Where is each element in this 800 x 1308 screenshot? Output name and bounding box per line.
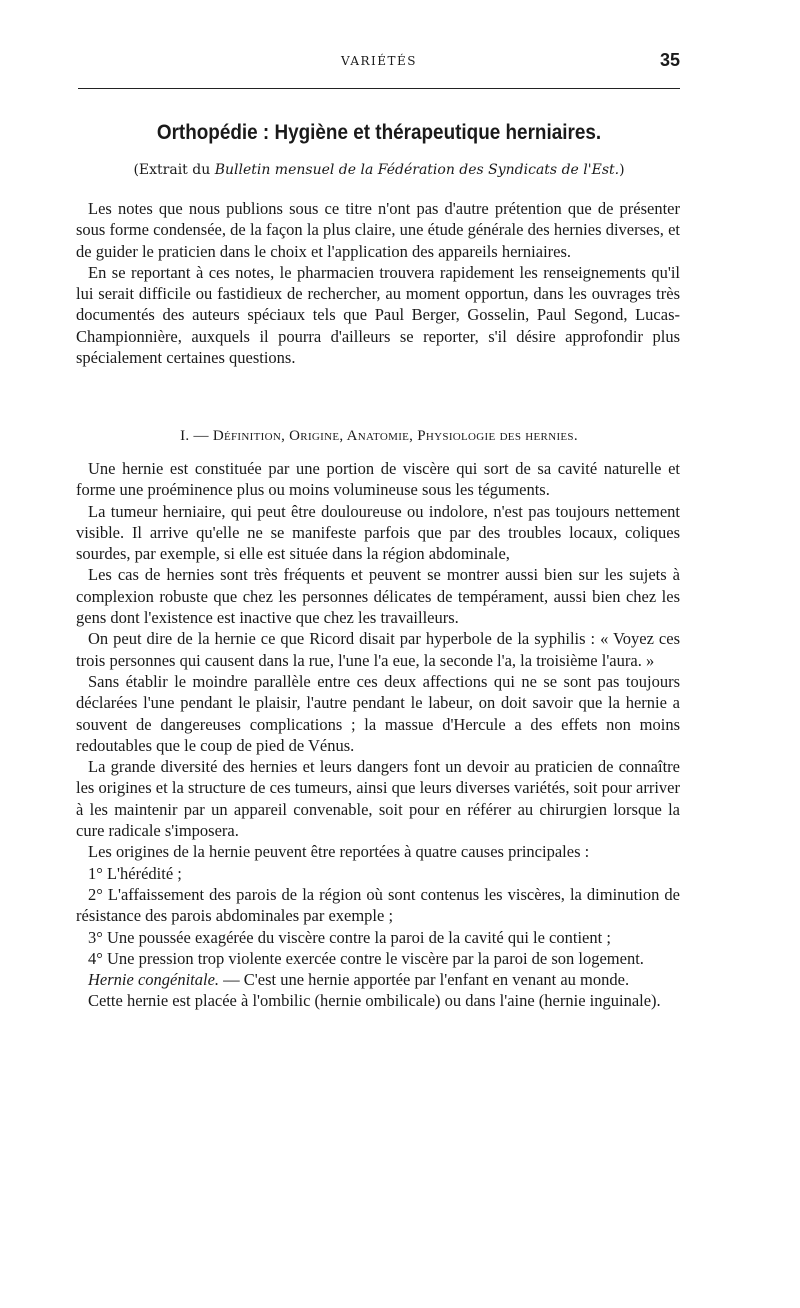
section-body	[76, 458, 680, 1012]
cause-item-4: 4° Une pression trop violente exercée contre le viscère par la paroi de son logement.	[88, 948, 644, 968]
intro-paragraph-2: En se reportant à ces notes, le pharmacien trouvera rapidement les renseignements qu'il lui serait difficile ou fastidieux de rechercher, au moment opportun, dans les ouvrages très documentés des auteurs spéciaux tels que Paul Berger, Gosselin, Paul Segond, Lucas-Championnière, auxquels il pourra d'ailleurs se reporter, s'il désire approfondir plus spécialement certaines questions.	[76, 262, 680, 368]
paragraph-parallele: Sans établir le moindre parallèle entre ces deux affections qui ne se sont pas toujours déclarées l'une pendant le plaisir, l'autre pendant le labeur, on doit savoir que la hernie a souvent de dangereuses complications ; la massue d'Hercule a des effets non moins redoutables que le coup de pied de Vénus.	[76, 671, 680, 755]
definition-congenitale: — C'est une hernie apportée par l'enfant en venant au monde.	[219, 970, 630, 990]
subtitle-close: )	[619, 162, 625, 178]
page-number: 35	[659, 50, 680, 70]
paragraph-frequence: Les cas de hernies sont très fréquents et peuvent se montrer aussi bien sur les sujets à complexion robuste que chez les personnes délicates de tempérament, aussi bien chez les gens dont l'existence est inactive que chez les travailleurs.	[76, 565, 680, 628]
cause-item-1: 1° L'hérédité ;	[88, 863, 182, 883]
section-heading	[78, 428, 680, 445]
paragraph-tumeur: La tumeur herniaire, qui peut être douloureuse ou indolore, n'est pas toujours nettement visible. Il arrive qu'elle ne se manifeste parfois que par des troubles locaux, coliques sourdes, par exemple, si elle est située dans la région abdominale,	[76, 501, 680, 564]
paragraph-origines: Les origines de la hernie peuvent être reportées à quatre causes principales :	[88, 842, 590, 862]
article-subtitle	[78, 162, 680, 178]
running-header	[78, 50, 680, 74]
subtitle-open: (Extrait du	[133, 162, 215, 178]
cause-item-2: 2° L'affaissement des parois de la région où sont contenus les viscères, la diminution de résistance des parois abdominales par exemple ;	[76, 884, 680, 926]
paragraph-definition: Une hernie est constituée par une portion de viscère qui sort de sa cavité naturelle et forme une proéminence plus ou moins volumineuse sous les téguments.	[76, 459, 680, 500]
section-title: Définition, Origine, Anatomie, Physiologie des hernies.	[212, 428, 578, 444]
intro-paragraph-1: Les notes que nous publions sous ce titre n'ont pas d'autre prétention que de présenter sous forme condensée, de la façon la plus claire, une étude générale des hernies diverses, et de guider le praticien dans le choix et l'application des appareils herniaires.	[76, 199, 680, 261]
paragraph-congenitale	[76, 969, 680, 990]
cause-item-3: 3° Une poussée exagérée du viscère contre la paroi de la cavité qui le contient ;	[88, 927, 611, 947]
intro-block	[76, 198, 680, 368]
journal-name: Bulletin mensuel de la Fédération des Syndicats de l'Est.	[214, 162, 620, 178]
section-number: I. —	[180, 428, 213, 444]
term-hernie-congenitale: Hernie congénitale.	[88, 970, 220, 990]
paragraph-diversite: La grande diversité des hernies et leurs dangers font un devoir au praticien de connaître les origines et la structure de ces tumeurs, ainsi que leurs diverses variétés, soit pour arriver à les maintenir par un appareil convenable, soit pour en référer au chirurgien lorsque la cure radicale s'imposera.	[76, 757, 680, 841]
header-rule	[78, 88, 680, 89]
paragraph-localisation: Cette hernie est placée à l'ombilic (hernie ombilicale) ou dans l'aine (hernie inguinale).	[88, 991, 661, 1011]
article-title: Orthopédie : Hygiène et thérapeutique herniaires.	[156, 121, 602, 144]
running-title: VARIÉTÉS	[340, 54, 418, 68]
paragraph-ricord: On peut dire de la hernie ce que Ricord disait par hyperbole de la syphilis : « Voyez ces trois personnes qui causent dans la rue, l'une l'a eue, la seconde l'a, la troisième l'aura. »	[76, 629, 680, 670]
